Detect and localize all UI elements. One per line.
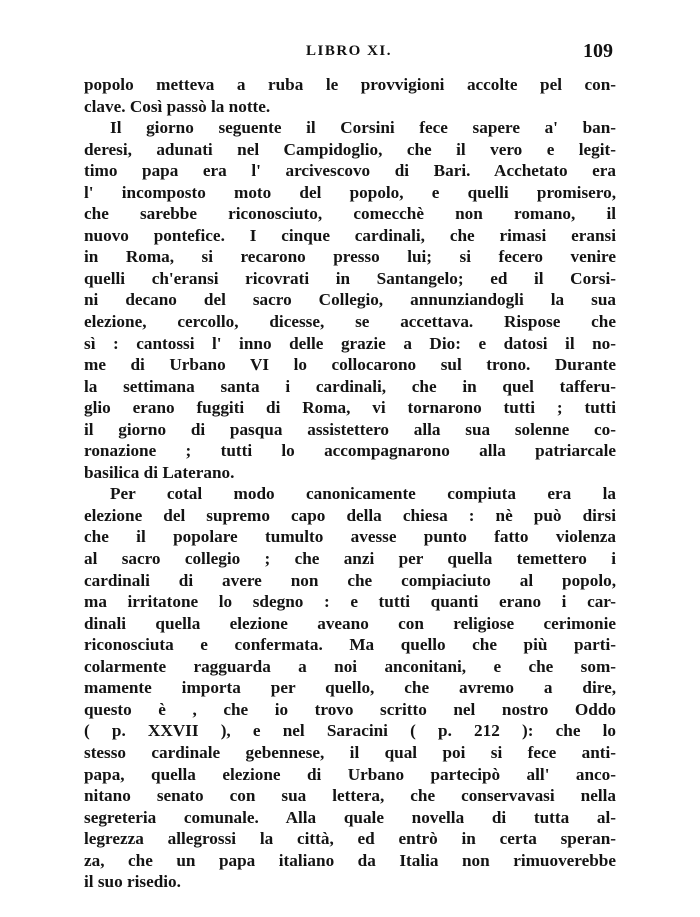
text-line: elezione, cercollo, dicesse, se accettava. Rispose che — [84, 312, 616, 332]
text-line: legrezza allegrossi la città, ed entrò in certa speran- — [84, 829, 616, 849]
paragraph-canonical-election — [84, 483, 616, 892]
text-line: stesso cardinale gebennese, il qual poi si fece anti- — [84, 742, 616, 762]
text-line: ni decano del sacro Collegio, annunziandogli la sua — [84, 290, 616, 310]
text-line: segreteria comunale. Alla quale novella di tutta al- — [84, 807, 616, 827]
text-line: deresi, adunati nel Campidoglio, che il vero e legit- — [84, 139, 616, 159]
text-line: popolo metteva a ruba le provvigioni accolte pel con- — [84, 75, 616, 94]
text-line: sì : cantossi l' inno delle grazie a Dio: e datosi il no- — [84, 333, 616, 353]
text-line: il suo risedio. — [84, 872, 181, 892]
text-line: glio erano fuggiti di Roma, vi tornarono tutti ; tutti — [84, 398, 616, 418]
text-line: papa, quella elezione di Urbano partecipò all' anco- — [84, 764, 616, 784]
text-line: che sarebbe riconosciuto, comecchè non romano, il — [84, 204, 616, 224]
text-line: mamente importa per quello, che avremo a dire, — [84, 678, 616, 698]
text-line: Per cotal modo canonicamente compiuta era la — [110, 484, 616, 504]
text-line: clave. Così passò la notte. — [84, 96, 271, 116]
text-line: quelli ch'eransi ricovrati in Santangelo; ed il Corsi- — [84, 268, 616, 288]
text-line: in Roma, si recarono presso lui; si fecero venire — [84, 247, 616, 267]
text-line: basilica di Laterano. — [84, 462, 235, 482]
text-line: che il popolare tumulto avesse punto fatto violenza — [84, 527, 616, 547]
running-head — [85, 40, 613, 64]
text-line: nitano senato con sua lettera, che conservavasi nella — [84, 786, 616, 806]
text-line: cardinali di avere non che compiaciuto al popolo, — [84, 570, 616, 590]
text-line: Il giorno seguente il Corsini fece sapere a' ban- — [110, 118, 616, 138]
text-line: riconosciuta e confermata. Ma quello che più parti- — [84, 635, 616, 655]
running-title: LIBRO XI. — [305, 43, 393, 59]
text-line: ( p. XXVII ), e nel Saracini ( p. 212 ): che lo — [84, 721, 616, 741]
text-line: za, che un papa italiano da Italia non rimuoverebbe — [84, 850, 616, 870]
text-line: l' incomposto moto del popolo, e quelli promisero, — [84, 182, 616, 202]
text-line: il giorno di pasqua assistettero alla sua solenne co- — [84, 419, 616, 439]
body-text — [84, 74, 616, 893]
text-line: colarmente ragguarda a noi anconitani, e che som- — [84, 656, 616, 676]
text-line: al sacro collegio ; che anzi per quella temettero i — [84, 549, 616, 569]
text-line: elezione del supremo capo della chiesa : nè può dirsi — [84, 505, 616, 525]
text-line: ma irritatone lo sdegno : e tutti quanti erano i car- — [84, 592, 616, 612]
paragraph-continuation — [84, 74, 616, 117]
page-number: 109 — [583, 40, 613, 62]
text-line: la settimana santa i cardinali, che in quel tafferu- — [84, 376, 616, 396]
text-line: timo papa era l' arcivescovo di Bari. Acchetato era — [84, 161, 616, 181]
text-line: ronazione ; tutti lo accompagnarono alla patriarcale — [84, 441, 616, 461]
paragraph-urbano-election — [84, 117, 616, 483]
text-line: questo è , che io trovo scritto nel nostro Oddo — [84, 699, 616, 719]
text-line: nuovo pontefice. I cinque cardinali, che rimasi eransi — [84, 225, 616, 245]
text-line: me di Urbano VI lo collocarono sul trono. Durante — [84, 355, 616, 375]
text-line: dinali quella elezione aveano con religiose cerimonie — [84, 613, 616, 633]
